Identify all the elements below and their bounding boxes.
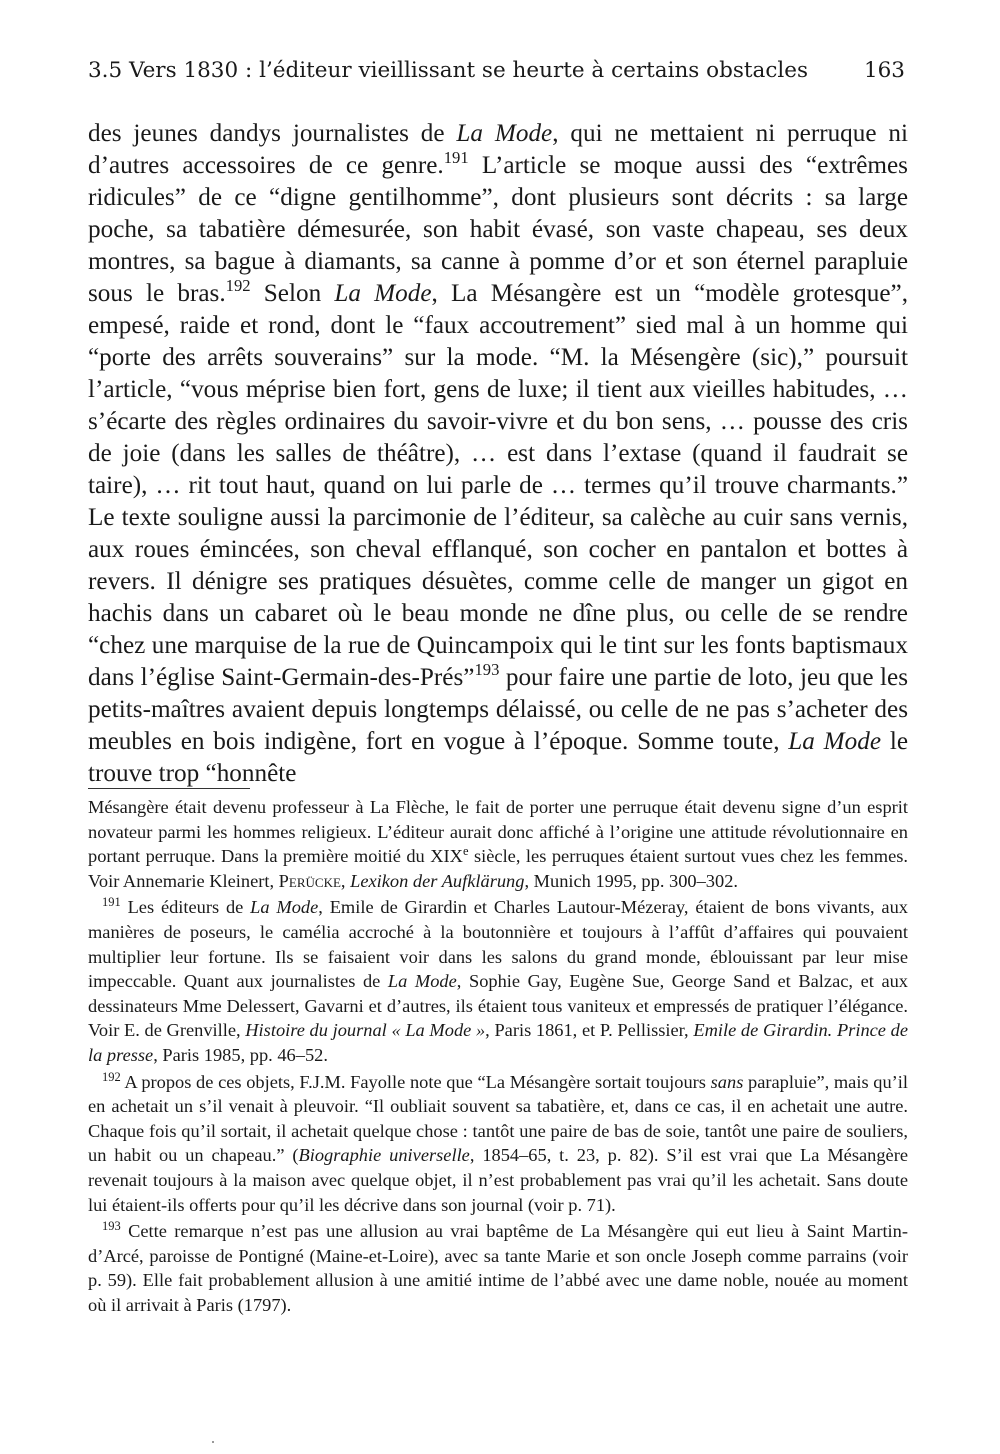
footnotes xyxy=(88,795,908,1319)
text-run: parapluie”, mais qu’il en achetait un s’il venait à pleuvoir. “Il oubliait souvent sa tabatière, et, dans ce cas, il en achetait une autre. Chaque fois qu’il sortait, il achetait quelque chose : tantôt une paire de bas de soie, tantôt une paire de souliers, un habit ou un chapeau.” ( xyxy=(88,1071,908,1166)
footnote-193 xyxy=(88,1219,908,1317)
text-run: , Paris 1861, et P. Pellissier, xyxy=(485,1020,694,1041)
text-run: pour faire une partie de loto, jeu que les petits-maîtres avaient depuis longtemps délaissé, ou celle de ne pas s’acheter des meubles en bois indigène, fort en vogue à l’époque. Somme toute, xyxy=(88,664,909,755)
text-run: , Sophie Gay, Eugène Sue, George Sand et Balzac, et aux dessinateurs Mme Delessert, Gavarni et d’autres, ils étaient tous vaniteux et empressés de pratiquer l’élégance. Voir E. de Grenville, xyxy=(88,971,908,1041)
footnote-number: 193 xyxy=(102,1219,121,1234)
book-title: Emile de Girardin. Prince de la presse xyxy=(88,1020,908,1065)
footnote-number: 191 xyxy=(102,895,121,910)
book-title: Histoire du journal « La Mode » xyxy=(245,1020,486,1041)
running-head-title: 3.5 Vers 1830 : l’éditeur vieillissant se heurte à certains obstacles xyxy=(88,58,809,83)
text-run: des jeunes dandys journalistes de xyxy=(88,120,457,147)
superscript: e xyxy=(462,844,469,859)
main-paragraph xyxy=(88,118,908,790)
running-head xyxy=(88,58,905,92)
emphasis: sans xyxy=(710,1071,744,1092)
text-run: Selon xyxy=(250,280,335,307)
journal-title: La Mode xyxy=(387,971,457,992)
text-run: Mésangère était devenu professeur à La Flèche, le fait de porter une perruque était devenu signe d’un esprit novateur parmi les hommes religieux. L’éditeur aurait donc affiché à l’origine une attitude révolutionnaire en portant perruque. Dans la première moitié du XIX xyxy=(88,797,908,867)
text-run: , qui ne mettaient ni perruque ni d’autres accessoires de ce genre. xyxy=(88,120,908,179)
text-run: , xyxy=(340,870,351,891)
footnote-ref-192[interactable]: 192 xyxy=(225,276,251,296)
footnote-number: 192 xyxy=(102,1069,121,1084)
text-run: , Paris 1985, pp. 46–52. xyxy=(153,1044,328,1065)
journal-title: La Mode xyxy=(456,120,553,147)
page-number: 163 xyxy=(863,58,905,83)
journal-title: La Mode xyxy=(250,897,319,918)
footnote-ref-191[interactable]: 191 xyxy=(443,148,469,168)
book-title: Lexikon der Aufklärung xyxy=(350,870,525,891)
text-run: le trouve trop “honnête xyxy=(88,728,909,787)
footnote-ref-193[interactable]: 193 xyxy=(474,660,500,680)
page-speck xyxy=(212,1441,214,1443)
text-run: Les éditeurs de xyxy=(120,897,251,918)
text-run: , 1854–65, t. 23, p. 82). S’il est vrai que La Mésangère revenait toujours à la maison avec quelque objet, il n’est probablement pas vrai qu’il les achetait. Sans doute lui étaient-ils offerts pour qu’il les décrive dans son journal (voir p. 71). xyxy=(88,1145,908,1215)
text-run: , Emile de Girardin et Charles Lautour-Mézeray, étaient de bons vivants, aux manières de poseurs, le camélia accroché à la boutonnière et toujours à l’affût d’affaires qui pouvaient multiplier leur fortune. Ils se faisaient voir dans les salons du grand monde, éblouissant par leur mise impeccable. Quant aux journalistes de xyxy=(88,897,908,992)
journal-title: La Mode xyxy=(788,728,882,755)
text-run: siècle, les perruques étaient surtout vues chez les femmes. Voir Annemarie Kleinert, xyxy=(88,846,909,891)
text-run: , La Mésangère est un “modèle grotesque”, empesé, raide et rond, dont le “faux accoutrement” sied mal à un homme qui “porte des arrêts souverains” sur la mode. “M. la Mésengère (sic),” poursuit l’article, “vous méprise bien fort, gens de luxe; il tient aux vieilles habitudes, … s’écarte des règles ordinaires du savoir-vivre et du bon sens, … pousse des cris de joie (dans les salles de théâtre), … est dans l’extase (quand il faudrait se taire), … rit tout haut, quand on lui parle de … termes qu’il trouve charmants.” Le texte souligne aussi la parcimonie de l’éditeur, sa calèche au cuir sans vernis, aux roues émincées, son cheval efflanqué, son cocher en pantalon et bottes à revers. Il dénigre ses pratiques désuètes, comme celle de manger un gigot en hachis dans un cabaret où le beau monde ne dîne plus, ou celle de se rendre “chez une marquise de la rue de Quincampoix qui le tint sur les fonts baptismaux dans l’église Saint-Germain-des-Prés” xyxy=(88,280,908,691)
footnote-192 xyxy=(88,1070,908,1218)
text-run: L’article se moque aussi des “extrêmes ridicules” de ce “digne gentilhomme”, dont plusieurs sont décrits : sa large poche, sa tabatière démesurée, son habit évasé, son vaste chapeau, ses deux montres, sa bague à diamants, sa canne à pomme d’or et son éternel parapluie sous le bras. xyxy=(88,152,908,307)
text-run: Cette remarque n’est pas une allusion au vrai baptême de La Mésangère qui eut lieu à Saint Martin-d’Arcé, paroisse de Pontigné (Maine-et-Loire), avec sa tante Marie et son oncle Joseph comme parrains (voir p. 59). Elle fait probablement allusion à une amitié intime de l’abbé avec une dame noble, nouée au moment où il arrivait à Paris (1797). xyxy=(88,1221,908,1315)
main-text xyxy=(88,118,908,790)
entry-title: Perücke xyxy=(278,870,341,891)
book-title: Biographie universelle xyxy=(298,1145,470,1166)
footnote-separator xyxy=(88,788,250,789)
footnote-191 xyxy=(88,895,908,1067)
text-run: A propos de ces objets, F.J.M. Fayolle note que “La Mésangère sortait toujours xyxy=(120,1071,711,1092)
footnote-continued xyxy=(88,795,908,893)
text-run: , Munich 1995, pp. 300–302. xyxy=(524,870,738,891)
journal-title: La Mode xyxy=(334,280,432,307)
